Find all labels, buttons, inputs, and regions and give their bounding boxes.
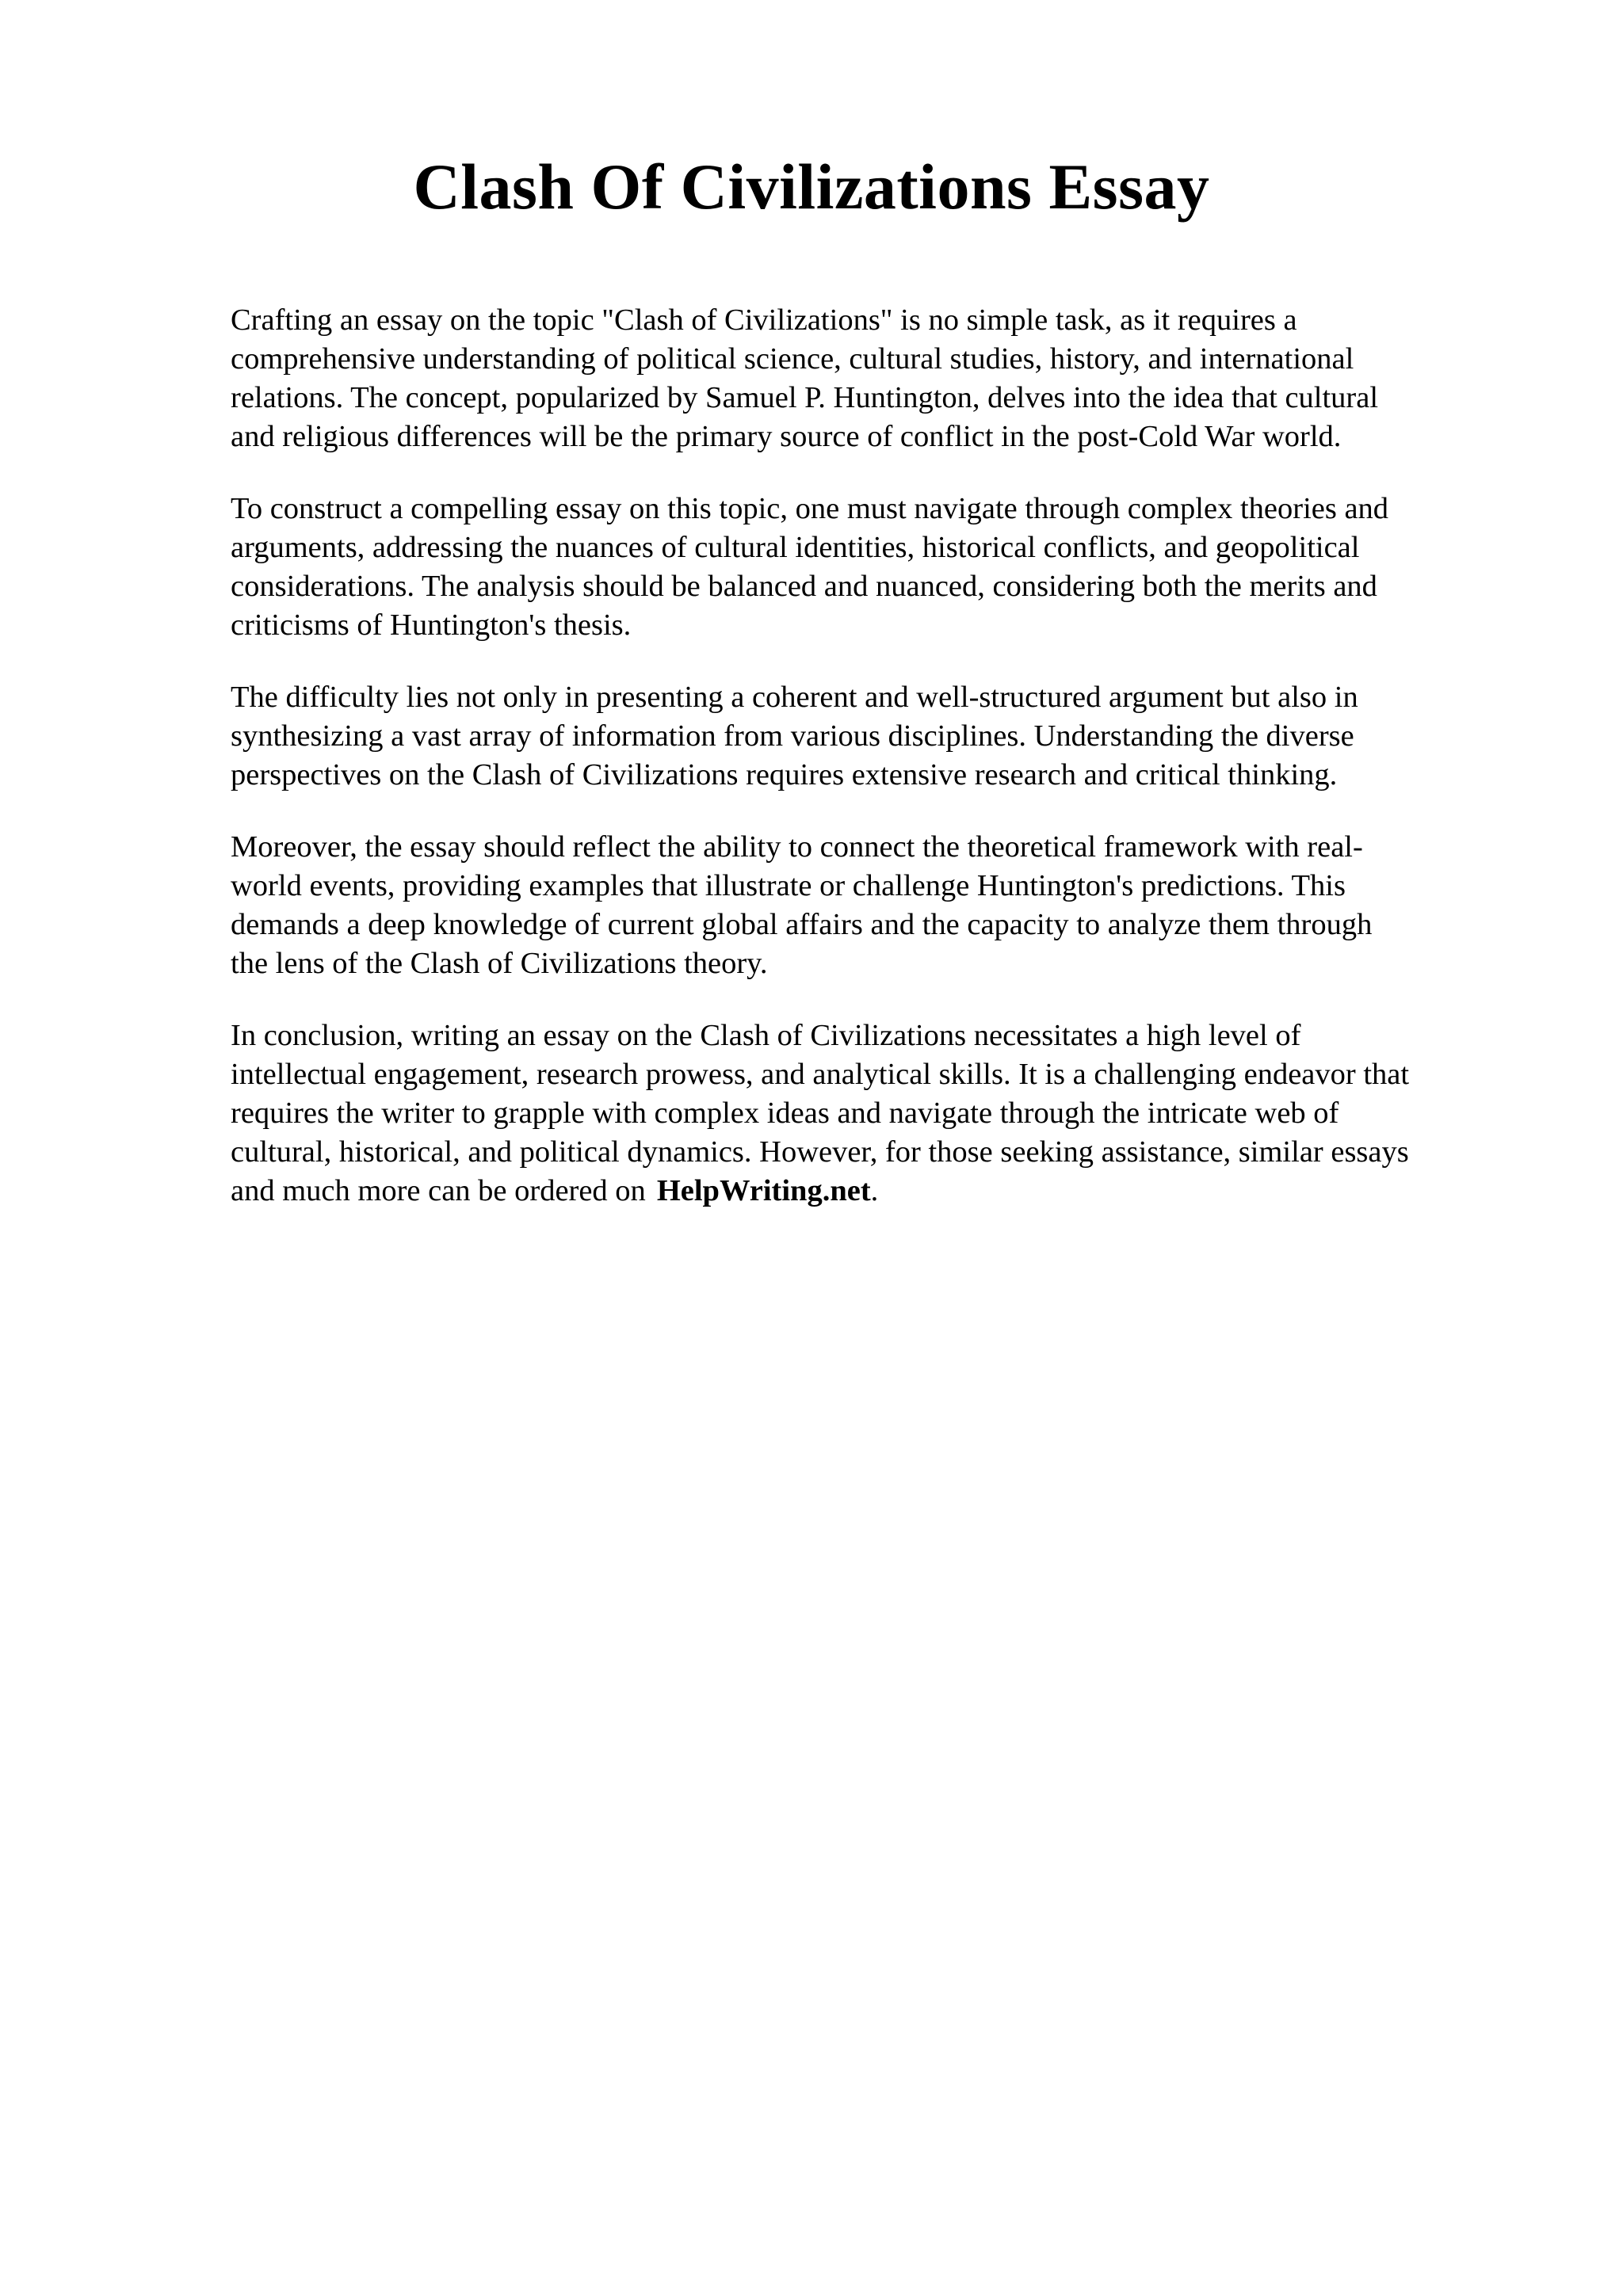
last-line-suffix: . <box>870 1174 879 1207</box>
paragraph-line: requires the writer to grapple with complex ideas and navigate through the intricate web of <box>231 1097 1339 1130</box>
paragraph-line: In conclusion, writing an essay on the Clash of Civilizations necessitates a high level of <box>231 1019 1301 1052</box>
helpwriting-link[interactable]: HelpWriting.net <box>656 1174 871 1207</box>
last-line-prefix: and much more can be ordered on <box>231 1174 646 1207</box>
paragraph-5 <box>231 1016 1514 1211</box>
paragraph-line: perspectives on the Clash of Civilizations requires extensive research and critical thinking. <box>231 758 1338 791</box>
paragraph-line: relations. The concept, popularized by Samuel P. Huntington, delves into the idea that cultural <box>231 381 1379 414</box>
paragraph-line: considerations. The analysis should be balanced and nuanced, considering both the merits and <box>231 570 1377 603</box>
paragraph-line: demands a deep knowledge of current global affairs and the capacity to analyze them through <box>231 908 1373 941</box>
paragraph-line: and religious differences will be the primary source of conflict in the post-Cold War world. <box>231 420 1342 453</box>
paragraph-1 <box>231 301 1514 456</box>
paragraph-line: comprehensive understanding of political science, cultural studies, history, and international <box>231 342 1354 376</box>
document-title: Clash Of Civilizations Essay <box>413 151 1210 223</box>
paragraph-line: world events, providing examples that illustrate or challenge Huntington's predictions. This <box>231 869 1346 902</box>
document-body <box>231 301 1514 1244</box>
paragraph-2 <box>231 490 1514 645</box>
paragraph-line: criticisms of Huntington's thesis. <box>231 608 632 642</box>
paragraph-line: To construct a compelling essay on this topic, one must navigate through complex theories and <box>231 492 1389 525</box>
paragraph-line: Crafting an essay on the topic "Clash of Civilizations" is no simple task, as it requires a <box>231 303 1297 337</box>
paragraph-line: the lens of the Clash of Civilizations theory. <box>231 947 768 980</box>
paragraph-line: arguments, addressing the nuances of cultural identities, historical conflicts, and geopolitical <box>231 531 1360 564</box>
paragraph-3 <box>231 678 1514 795</box>
paragraph-line: Moreover, the essay should reflect the ability to connect the theoretical framework with real- <box>231 830 1363 864</box>
paragraph-line: synthesizing a vast array of information from various disciplines. Understanding the diverse <box>231 719 1354 753</box>
paragraph-line: The difficulty lies not only in presenting a coherent and well-structured argument but also in <box>231 681 1358 714</box>
paragraph-line: intellectual engagement, research prowess, and analytical skills. It is a challenging endeavor that <box>231 1058 1410 1091</box>
paragraph-last-line <box>231 1172 1514 1211</box>
paragraph-4 <box>231 828 1514 983</box>
paragraph-line: cultural, historical, and political dynamics. However, for those seeking assistance, similar essays <box>231 1135 1409 1169</box>
